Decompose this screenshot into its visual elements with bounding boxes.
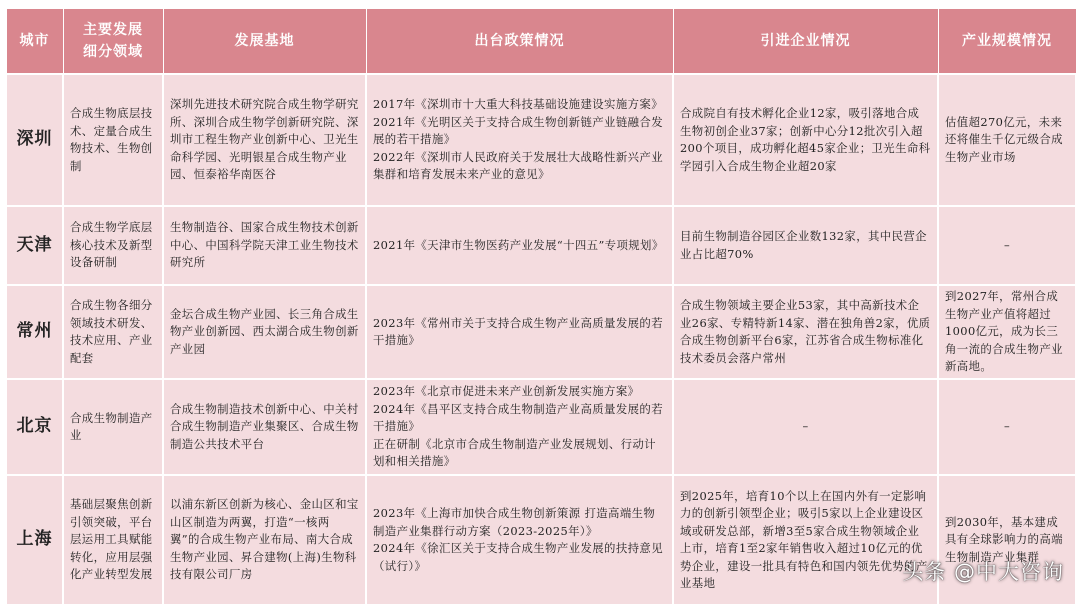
table-row xyxy=(6,285,1076,379)
header-base: 发展基地 xyxy=(163,9,366,75)
scale-cell: 到2027年，常州合成生物产业产值将超过1000亿元，成为长三角一流的合成生物产业新高地。 xyxy=(938,285,1076,379)
header-field: 主要发展 细分领域 xyxy=(63,9,163,75)
enterprise-cell: 合成生物领域主要企业53家，其中高新技术企业26家、专精特新14家、潜在独角兽2家，优质合成生物创新平台6家，江苏省合成生物标准化技术委员会落户常州 xyxy=(673,285,938,379)
base-cell: 金坛合成生物产业园、长三角合成生物产业创新园、西太湖合成生物创新产业园 xyxy=(163,285,366,379)
city-cell: 北京 xyxy=(6,379,63,475)
base-cell: 合成生物制造技术创新中心、中关村合成生物制造产业集聚区、合成生物制造公共技术平台 xyxy=(163,379,366,475)
city-cell: 深圳 xyxy=(6,74,63,206)
enterprise-cell: 目前生物制造谷园区企业数132家，其中民营企业占比超70% xyxy=(673,206,938,285)
header-city: 城市 xyxy=(6,9,63,75)
table-row xyxy=(6,74,1076,206)
field-cell: 合成生物各细分领域技术研发、技术应用、产业配套 xyxy=(63,285,163,379)
base-cell: 生物制造谷、国家合成生物技术创新中心、中国科学院天津工业生物技术研究所 xyxy=(163,206,366,285)
city-cell: 天津 xyxy=(6,206,63,285)
header-policy: 出台政策情况 xyxy=(366,9,673,75)
base-cell: 以浦东新区创新为核心、金山区和宝山区制造为两翼，打造“一核两翼”的合成生物产业布局、南大合成生物产业园、昇合建物(上海)生物科技有限公司厂房 xyxy=(163,475,366,605)
header-row xyxy=(6,9,1076,75)
table-row xyxy=(6,206,1076,285)
scale-cell: – xyxy=(938,206,1076,285)
enterprise-cell: 到2025年，培育10个以上在国内外有一定影响力的创新引领型企业；吸引5家以上企业建设区域或研发总部，新增3至5家合成生物领域企业上市，培育1至2家年销售收入超过10亿元的优势企业，建设一批具有特色和国内领先优势的产业基地 xyxy=(673,475,938,605)
enterprise-cell: 合成院自有技术孵化企业12家，吸引落地合成生物初创企业37家；创新中心分12批次引入超200个项目，成功孵化超45家企业；卫光生命科学园引入合成生物企业超20家 xyxy=(673,74,938,206)
source-watermark: 头条 @中大咨询 xyxy=(902,560,1064,584)
policy-cell: 2021年《天津市生物医药产业发展“十四五”专项规划》 xyxy=(366,206,673,285)
scale-cell: – xyxy=(938,379,1076,475)
city-cell: 常州 xyxy=(6,285,63,379)
field-cell: 合成生物底层技术、定量合成生物技术、生物创制 xyxy=(63,74,163,206)
base-cell: 深圳先进技术研究院合成生物学研究所、深圳合成生物学创新研究院、深圳市工程生物产业创新中心、卫光生命科学园、光明银星合成生物产业园、恒泰裕华南医谷 xyxy=(163,74,366,206)
scale-cell: 到2030年，基本建成具有全球影响力的高端生物制造产业集群 xyxy=(938,475,1076,605)
field-cell: 基础层聚焦创新引领突破，平台层运用工具赋能转化，应用层强化产业转型发展 xyxy=(63,475,163,605)
policy-cell: 2023年《北京市促进未来产业创新发展实施方案》 2024年《昌平区支持合成生物制造产业高质量发展的若干措施》 正在研制《北京市合成生物制造产业发展规划、行动计划和相关措施》 xyxy=(366,379,673,475)
scale-cell: 估值超270亿元，未来还将催生千亿元级合成生物产业市场 xyxy=(938,74,1076,206)
field-cell: 合成生物学底层核心技术及新型设备研制 xyxy=(63,206,163,285)
header-enterprise: 引进企业情况 xyxy=(673,9,938,75)
policy-cell: 2023年《上海市加快合成生物创新策源 打造高端生物制造产业集群行动方案（2023-2025年）》 2024年《徐汇区关于支持合成生物产业发展的扶持意见 （试行）》 xyxy=(366,475,673,605)
city-cell: 上海 xyxy=(6,475,63,605)
header-scale: 产业规模情况 xyxy=(938,9,1076,75)
field-cell: 合成生物制造产业 xyxy=(63,379,163,475)
table-row xyxy=(6,379,1076,475)
policy-cell: 2017年《深圳市十大重大科技基础设施建设实施方案》 2021年《光明区关于支持合成生物创新链产业链融合发展的若干措施》 2022年《深圳市人民政府关于发展壮大战略性新兴产业集群和培育发展未来产业的意见》 xyxy=(366,74,673,206)
policy-comparison-table xyxy=(5,8,1077,606)
policy-cell: 2023年《常州市关于支持合成生物产业高质量发展的若干措施》 xyxy=(366,285,673,379)
enterprise-cell: – xyxy=(673,379,938,475)
